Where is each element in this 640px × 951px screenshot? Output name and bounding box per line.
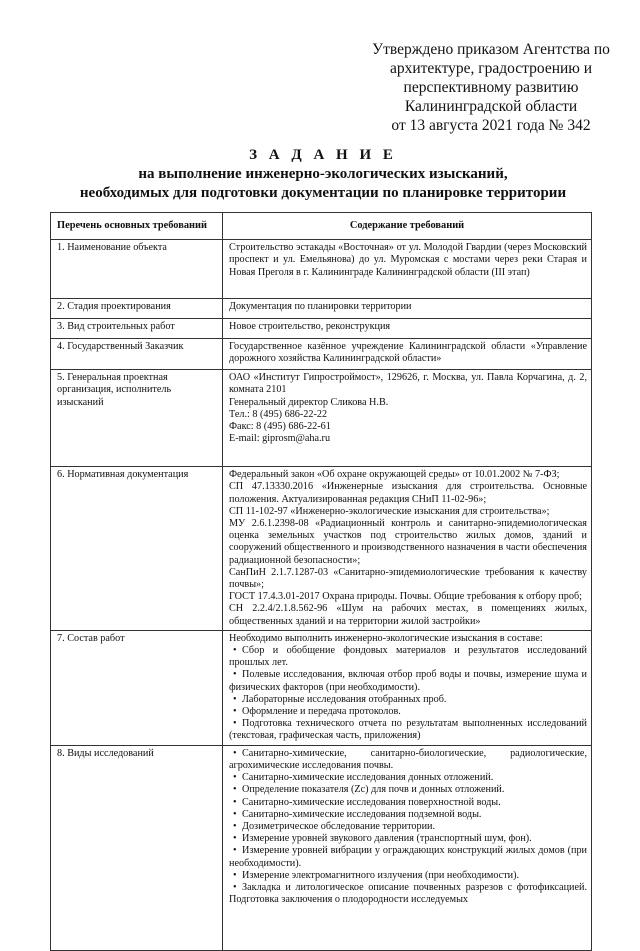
table-row bbox=[51, 240, 592, 299]
table-row bbox=[51, 319, 592, 339]
title-subheading: необходимых для подготовки документации по планировке территории bbox=[79, 185, 567, 201]
table-row bbox=[51, 745, 592, 950]
list-item: • Оформление и передача протоколов. bbox=[229, 706, 587, 718]
row-content: Государственное казённое учреждение Калининградской области «Управление дорожного хозяйства Калининградской области» bbox=[223, 339, 592, 370]
list-item: • Дозиметрическое обследование территории. bbox=[229, 821, 587, 833]
row-label: 6. Нормативная документация bbox=[51, 467, 223, 631]
row-label: 3. Вид строительных работ bbox=[51, 319, 223, 339]
row-label: 5. Генеральная проектная организация, исполнитель изысканий bbox=[51, 370, 223, 467]
content-line: Факс: 8 (495) 686-22-61 bbox=[229, 421, 331, 433]
row-label: 2. Стадия проектирования bbox=[51, 299, 223, 319]
list-item: • Подготовка технического отчета по результатам выполненных исследований (текстовая, графическая часть, приложения) bbox=[229, 718, 587, 742]
content-line: СП 47.13330.2016 «Инженерные изыскания для строительства. Основные положения. Актуализированная редакция СНиП 11-02-96»; bbox=[229, 481, 587, 505]
content-line: МУ 2.6.1.2398-08 «Радиационный контроль и санитарно-эпидемиологическая оценка земельных участков под строительство жилых домов, зданий и сооружений общественного и производственного назначения в части обеспечения радиационной безопасности»; bbox=[229, 518, 587, 566]
row-content: Документация по планировки территории bbox=[223, 299, 592, 319]
table-row bbox=[51, 467, 592, 631]
approval-block bbox=[362, 40, 620, 135]
list-item: • Измерение уровней вибрации у ограждающих конструкций жилых домов (при необходимости). bbox=[229, 845, 587, 869]
row-content bbox=[223, 370, 592, 467]
approval-line: Утверждено приказом Агентства по bbox=[372, 41, 610, 58]
approval-line: перспективному развитию bbox=[403, 79, 579, 96]
list-item: • Санитарно-химические исследования поверхностной воды. bbox=[229, 797, 587, 809]
row-content: Новое строительство, реконструкция bbox=[223, 319, 592, 339]
list-item: • Санитарно-химические исследования подземной воды. bbox=[229, 809, 587, 821]
content-intro: Необходимо выполнить инженерно-экологические изыскания в составе: bbox=[229, 632, 543, 644]
table-row bbox=[51, 299, 592, 319]
content-line: СП 11-102-97 «Инженерно-экологические изыскания для строительства»; bbox=[229, 505, 550, 517]
table-row bbox=[51, 630, 592, 745]
row-content bbox=[223, 467, 592, 631]
row-label: 4. Государственный Заказчик bbox=[51, 339, 223, 370]
content-line: ОАО «Институт Гипростроймост», 129626, г. Москва, ул. Павла Корчагина, д. 2, комната 2101 bbox=[229, 372, 587, 396]
row-content: Строительство эстакады «Восточная» от ул. Молодой Гвардии (через Московский проспект и ул. Емельянова) до ул. Муромская с мостами через реки Старая и Новая Преголя в г. Калининграде Калининградской области (III этап) bbox=[223, 240, 592, 299]
requirements-table bbox=[50, 212, 592, 951]
title-subheading: на выполнение инженерно-экологических изысканий, bbox=[138, 166, 508, 182]
approval-line: Калининградской области bbox=[404, 98, 578, 115]
approval-line: архитектуре, градостроению и bbox=[389, 60, 593, 77]
row-label: 1. Наименование объекта bbox=[51, 240, 223, 299]
list-item: • Лабораторные исследования отобранных проб. bbox=[229, 694, 587, 706]
table-row bbox=[51, 339, 592, 370]
content-line: E-mail: giprosm@aha.ru bbox=[229, 433, 331, 445]
content-line: Тел.: 8 (495) 686-22-22 bbox=[229, 408, 328, 420]
content-line: СН 2.2.4/2.1.8.562-96 «Шум на рабочих местах, в помещениях жилых, общественных зданий и на территории жилой застройки» bbox=[229, 603, 587, 627]
table-row bbox=[51, 370, 592, 467]
list-item: • Санитарно-химические, санитарно-биологические, радиологические, агрохимические исследования почвы. bbox=[229, 748, 587, 772]
list-item: • Измерение уровней звукового давления (транспортный шум, фон). bbox=[229, 833, 587, 845]
list-item: • Измерение электромагнитного излучения (при необходимости). bbox=[229, 870, 587, 882]
content-line: Федеральный закон «Об охране окружающей среды» от 10.01.2002 № 7-ФЗ; bbox=[229, 469, 560, 481]
list-item: • Сбор и обобщение фондовых материалов и результатов исследований прошлых лет. bbox=[229, 645, 587, 669]
list-item: • Определение показателя (Zc) для почв и донных отложений. bbox=[229, 784, 587, 796]
row-label: 7. Состав работ bbox=[51, 630, 223, 745]
content-line: СанПиН 2.1.7.1287-03 «Санитарно-эпидемиологические требования к качеству почвы»; bbox=[229, 566, 587, 591]
content-line: ГОСТ 17.4.3.01-2017 Охрана природы. Почвы. Общие требования к отбору проб; bbox=[229, 591, 583, 603]
row-content bbox=[223, 630, 592, 745]
content-clip bbox=[229, 748, 587, 948]
list-item: • Санитарно-химические исследования донных отложений. bbox=[229, 772, 587, 784]
document-title bbox=[40, 146, 606, 203]
row-content bbox=[223, 745, 592, 950]
list-item: • Полевые исследования, включая отбор проб воды и почвы, измерение шума и физических факторов (при необходимости). bbox=[229, 669, 587, 693]
row-label: 8. Виды исследований bbox=[51, 745, 223, 950]
content-line: Генеральный директор Сликова Н.В. bbox=[229, 396, 389, 408]
approval-line: от 13 августа 2021 года № 342 bbox=[391, 117, 591, 134]
header-requirements-list: Перечень основных требований bbox=[51, 213, 223, 240]
list-item: • Закладка и литологическое описание почвенных разрезов с фотофиксацией. Подготовка заключения о плодородности исследуемых bbox=[229, 882, 587, 906]
header-requirements-content: Содержание требований bbox=[223, 213, 592, 240]
title-heading: З А Д А Н И Е bbox=[249, 147, 397, 163]
table-header-row bbox=[51, 213, 592, 240]
